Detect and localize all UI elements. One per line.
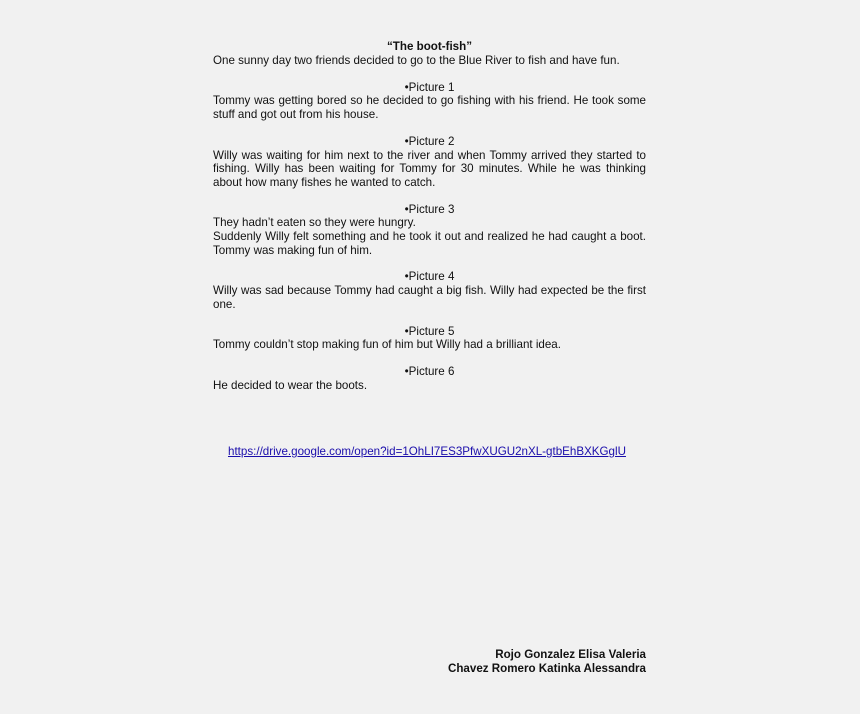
picture-paragraph: He decided to wear the boots.	[213, 378, 368, 392]
picture-paragraph: They hadn’t eaten so they were hungry.	[213, 216, 416, 230]
author-name: Rojo Gonzalez Elisa Valeria	[495, 648, 646, 661]
picture-paragraph: Tommy was getting bored so he decided to go fishing with his friend. He took some stuff and got out from his house.	[213, 94, 646, 122]
picture-section-3	[213, 203, 646, 258]
picture-section-5	[213, 325, 646, 352]
picture-section-2	[213, 135, 646, 190]
google-drive-link[interactable]: https://drive.google.com/open?id=1OhLI7ES3PfwXUGU2nXL-gtbEhBXKGglU	[228, 445, 626, 458]
authors-block	[448, 648, 646, 676]
picture-paragraph: Willy was waiting for him next to the river and when Tommy arrived they started to fishing. Willy has been waiting for Tommy for 30 minutes. While he was thinking about how many fishes he wanted to catch.	[213, 148, 646, 189]
picture-label: •Picture 1	[404, 80, 455, 94]
intro-paragraph: One sunny day two friends decided to go to the Blue River to fish and have fun.	[213, 54, 620, 67]
picture-paragraph: Suddenly Willy felt something and he took it out and realized he had caught a boot. Tommy was making fun of him.	[213, 230, 646, 257]
picture-label: •Picture 3	[404, 202, 455, 216]
picture-label: •Picture 5	[404, 324, 455, 338]
document-body	[213, 40, 646, 392]
drive-link-container	[228, 445, 626, 459]
picture-label: •Picture 6	[404, 364, 455, 378]
picture-label: •Picture 4	[404, 270, 455, 284]
picture-section-4	[213, 270, 646, 311]
picture-paragraph: Tommy couldn’t stop making fun of him but Willy had a brilliant idea.	[213, 338, 561, 352]
picture-paragraph: Willy was sad because Tommy had caught a big fish. Willy had expected be the first one.	[213, 284, 646, 311]
document-title: “The boot-fish”	[386, 40, 472, 53]
author-name: Chavez Romero Katinka Alessandra	[447, 662, 646, 675]
picture-section-6	[213, 365, 646, 392]
picture-section-1	[213, 81, 646, 122]
picture-label: •Picture 2	[404, 134, 455, 148]
